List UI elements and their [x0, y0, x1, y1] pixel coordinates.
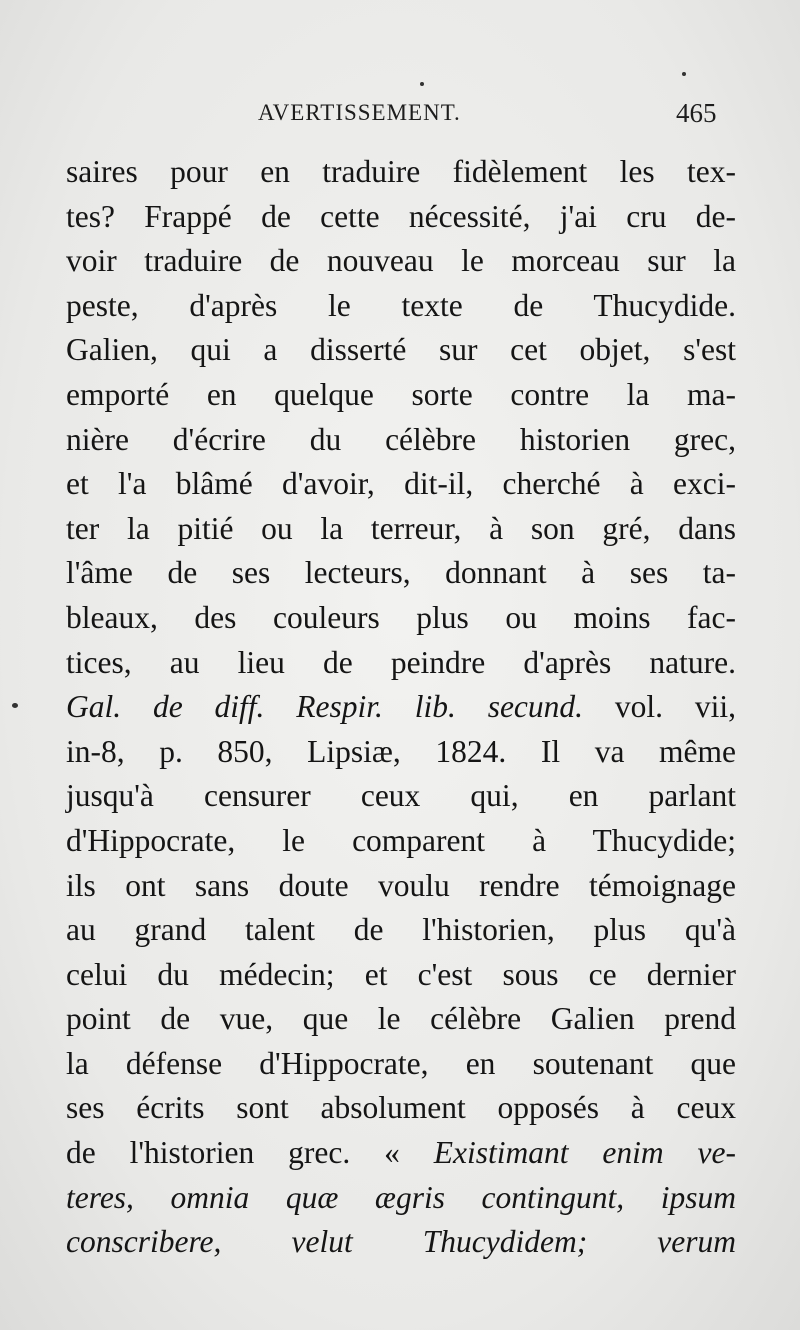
text-segment: bleaux, des couleurs plus ou moins fac-: [66, 599, 736, 635]
italic-segment: teres, omnia quæ ægris contingunt, ipsum: [66, 1179, 736, 1215]
text-segment: la défense d'Hippocrate, en soutenant que: [66, 1045, 736, 1081]
page-header: [0, 100, 800, 140]
text-line: [66, 373, 736, 418]
text-line: [66, 462, 736, 507]
text-line: [66, 1042, 736, 1087]
text-segment: ses écrits sont absolument opposés à ceux: [66, 1090, 736, 1126]
text-segment: saires pour en traduire fidèlement les tex-: [66, 154, 736, 189]
text-line: [66, 997, 736, 1042]
text-segment: au grand talent de l'historien, plus qu'à: [66, 912, 736, 948]
text-line: [66, 239, 736, 284]
text-segment: vol. vii,: [614, 689, 736, 725]
text-segment: point de vue, que le célèbre Galien prend: [66, 1001, 736, 1037]
print-speck: [420, 82, 424, 86]
text-line: [66, 1176, 736, 1221]
italic-segment: conscribere, velut Thucydidem; verum: [66, 1224, 736, 1260]
text-segment: ils ont sans doute voulu rendre témoignage: [66, 867, 736, 903]
text-line: [66, 328, 736, 373]
text-segment: ter la pitié ou la terreur, à son gré, dans: [66, 510, 736, 546]
text-line: [66, 551, 736, 596]
text-segment: l'âme de ses lecteurs, donnant à ses ta-: [66, 555, 736, 591]
text-line: [66, 1086, 736, 1131]
text-segment: peste, d'après le texte de Thucydide.: [66, 287, 736, 323]
body-text: [66, 150, 736, 1265]
page-number: 465: [676, 98, 717, 128]
text-line: [66, 1220, 736, 1265]
text-line: [66, 819, 736, 864]
text-line: [66, 730, 736, 775]
text-line: [66, 864, 736, 909]
text-line: [66, 195, 736, 240]
text-segment: tices, au lieu de peindre d'après nature.: [66, 644, 736, 680]
text-segment: nière d'écrire du célèbre historien grec,: [66, 421, 736, 457]
text-segment: d'Hippocrate, le comparent à Thucydide;: [66, 822, 736, 858]
text-line: [66, 1131, 736, 1176]
text-line: [66, 908, 736, 953]
running-title: AVERTISSEMENT.: [258, 100, 461, 125]
text-segment: in-8, p. 850, Lipsiæ, 1824. Il va même: [66, 733, 736, 769]
text-segment: tes? Frappé de cette nécessité, j'ai cru de-: [66, 198, 736, 234]
text-line: [66, 150, 736, 195]
text-segment: emporté en quelque sorte contre la ma-: [66, 376, 736, 412]
print-speck: [682, 72, 686, 76]
text-line: [66, 284, 736, 329]
text-segment: de l'historien grec. «: [66, 1135, 434, 1171]
text-segment: celui du médecin; et c'est sous ce dernier: [66, 956, 736, 992]
text-segment: Galien, qui a disserté sur cet objet, s'est: [66, 332, 736, 368]
text-segment: voir traduire de nouveau le morceau sur la: [66, 243, 736, 279]
text-line: [66, 685, 736, 730]
text-segment: et l'a blâmé d'avoir, dit-il, cherché à exci-: [66, 466, 736, 502]
text-segment: jusqu'à censurer ceux qui, en parlant: [66, 778, 736, 814]
text-line: [66, 953, 736, 998]
text-line: [66, 641, 736, 686]
text-line: [66, 596, 736, 641]
text-line: [66, 774, 736, 819]
italic-segment: Existimant enim ve-: [433, 1135, 736, 1171]
text-line: [66, 507, 736, 552]
print-speck: [12, 703, 18, 708]
italic-segment: Gal. de diff. Respir. lib. secund.: [66, 689, 615, 725]
text-line: [66, 418, 736, 463]
